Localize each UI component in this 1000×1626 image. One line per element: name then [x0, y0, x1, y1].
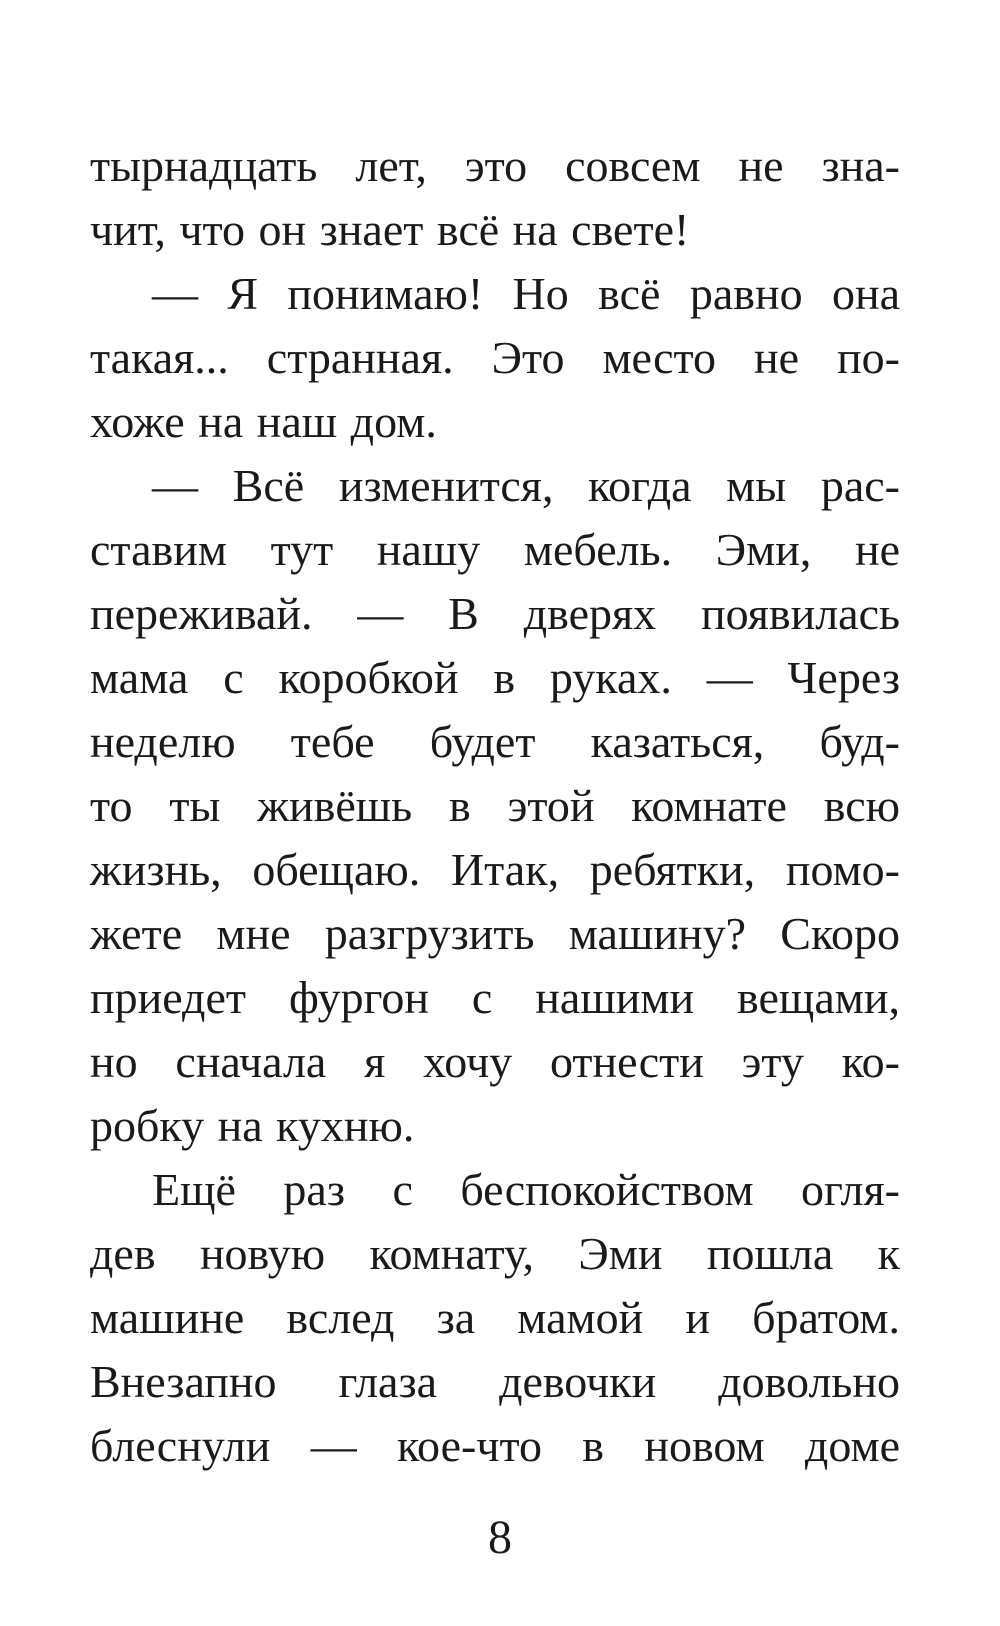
text-line: дев новую комнату, Эми пошла к	[90, 1228, 900, 1279]
text-line: приедет фургон с нашими вещами,	[90, 972, 900, 1023]
text-line: тырнадцать лет, это совсем не зна-	[90, 140, 900, 191]
page-number: 8	[488, 1511, 512, 1564]
text-line: робку на кухню.	[90, 1100, 415, 1151]
text-line: переживай. — В дверях появилась	[90, 588, 900, 639]
text-line: ставим тут нашу мебель. Эми, не	[90, 524, 900, 575]
body-text	[90, 134, 900, 1478]
text-line: Ещё раз с беспокойством огля-	[152, 1164, 900, 1215]
text-line: машине вслед за мамой и братом.	[90, 1292, 900, 1343]
text-line: хоже на наш дом.	[90, 396, 437, 447]
text-line: жизнь, обещаю. Итак, ребятки, помо-	[90, 844, 900, 895]
text-line: Внезапно глаза девочки довольно	[90, 1356, 900, 1407]
text-line: жете мне разгрузить машину? Скоро	[90, 908, 900, 959]
text-line: — Я понимаю! Но всё равно она	[152, 268, 900, 319]
text-line: — Всё изменится, когда мы рас-	[152, 460, 900, 511]
text-line: такая... странная. Это место не по-	[90, 332, 900, 383]
text-line: блеснули — кое-что в новом доме	[90, 1420, 900, 1471]
text-line: то ты живёшь в этой комнате всю	[90, 780, 900, 831]
text-line: мама с коробкой в руках. — Через	[90, 652, 900, 703]
text-line: но сначала я хочу отнести эту ко-	[90, 1036, 900, 1087]
text-line: чит, что он знает всё на свете!	[90, 204, 690, 255]
text-line: неделю тебе будет казаться, буд-	[90, 716, 900, 767]
